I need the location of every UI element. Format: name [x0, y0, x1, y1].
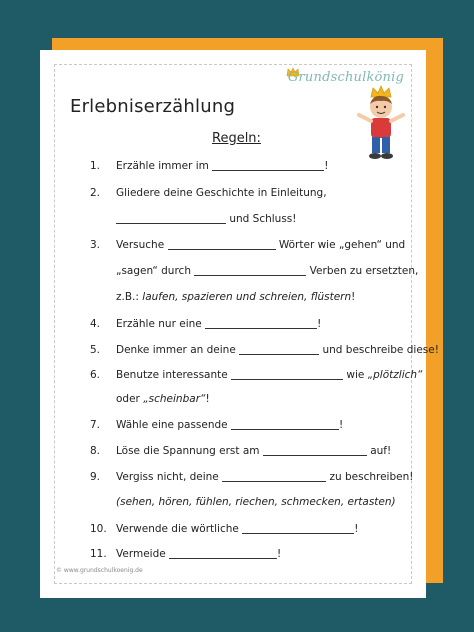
rule-text: auf! — [370, 445, 392, 457]
brand-name: Grundschulkönig — [287, 70, 404, 85]
rule-number: 5. — [90, 344, 101, 356]
rule-text: und beschreibe diese! — [322, 344, 439, 356]
fill-blank[interactable] — [263, 454, 367, 456]
rule-1 — [90, 160, 328, 172]
rule-2-continued — [116, 213, 296, 225]
rule-6 — [90, 369, 422, 381]
rule-number: 2. — [90, 187, 101, 199]
rule-number: 7. — [90, 419, 101, 431]
rule-text: ! — [277, 548, 282, 560]
worksheet — [40, 50, 439, 598]
fill-blank[interactable] — [212, 169, 324, 171]
rule-text: Vergiss nicht, deine — [116, 471, 219, 483]
rule-text: Erzähle nur eine — [116, 318, 202, 330]
rule-3 — [90, 239, 405, 251]
rule-text: Benutze interessante — [116, 369, 228, 381]
rule-text: Vermeide — [116, 548, 166, 560]
rule-text: und Schluss! — [229, 213, 297, 225]
rule-number: 3. — [90, 239, 101, 251]
rule-6-continued — [116, 393, 210, 405]
rule-number: 6. — [90, 369, 101, 381]
rule-text: Versuche — [116, 239, 165, 251]
rule-9-continued — [116, 496, 396, 508]
rule-5 — [90, 344, 439, 356]
fill-blank[interactable] — [242, 532, 354, 534]
rule-text: ! — [324, 160, 329, 172]
fill-blank[interactable] — [231, 378, 343, 380]
rule-4 — [90, 318, 321, 330]
fill-blank[interactable] — [239, 353, 319, 355]
rule-text: Erzähle immer im — [116, 160, 209, 172]
senses-list: (sehen, hören, fühlen, riechen, schmecken, ertasten) — [116, 496, 396, 508]
rule-text: Wörter wie „gehen“ und — [278, 239, 406, 251]
rule-text: z.B.: — [116, 291, 139, 303]
rule-number: 4. — [90, 318, 101, 330]
rule-text: ! — [351, 291, 356, 303]
fill-blank[interactable] — [222, 480, 326, 482]
fill-blank[interactable] — [205, 327, 317, 329]
rule-2 — [90, 187, 327, 199]
rule-number: 9. — [90, 471, 101, 483]
rule-3-line-2 — [116, 265, 418, 277]
rule-text: zu beschreiben! — [329, 471, 414, 483]
fill-blank[interactable] — [116, 222, 226, 224]
rule-text: wie — [346, 369, 365, 381]
rule-text: ! — [317, 318, 322, 330]
rule-11 — [90, 548, 281, 560]
rule-number: 11. — [90, 548, 107, 560]
rule-text: oder — [116, 393, 140, 405]
rule-7 — [90, 419, 343, 431]
rule-number: 1. — [90, 160, 101, 172]
rule-text: ! — [354, 523, 359, 535]
rule-8 — [90, 445, 391, 457]
rule-text: ! — [338, 419, 344, 431]
rule-example: „plötzlich“ — [367, 369, 423, 381]
rule-example: „scheinbar“ — [143, 393, 206, 405]
page-title: Erlebniserzählung — [70, 96, 236, 117]
rule-text: „sagen“ durch — [116, 265, 191, 277]
rule-3-line-3 — [116, 291, 355, 303]
rule-text: Denke immer an deine — [116, 344, 236, 356]
rule-text: ! — [205, 393, 210, 405]
rule-text: Gliedere deine Geschichte in Einleitung, — [116, 187, 327, 199]
rule-text: Verwende die wörtliche — [116, 523, 239, 535]
section-heading: Regeln: — [212, 131, 261, 146]
child-with-crown-illustration — [353, 85, 409, 165]
rule-number: 10. — [90, 523, 107, 535]
fill-blank[interactable] — [231, 428, 339, 430]
fill-blank[interactable] — [168, 248, 276, 250]
rule-10 — [90, 523, 358, 535]
fill-blank[interactable] — [194, 274, 306, 276]
rule-9 — [90, 471, 413, 483]
rule-number: 8. — [90, 445, 101, 457]
rule-text: Verben zu ersetzten, — [309, 265, 419, 277]
copyright-footer: © www.grundschulkoenig.de — [56, 567, 143, 574]
rule-text: Wähle eine passende — [116, 419, 228, 431]
rule-text: Löse die Spannung erst am — [116, 445, 260, 457]
fill-blank[interactable] — [169, 557, 277, 559]
rule-examples: laufen, spazieren und schreien, flüstern — [142, 291, 352, 303]
